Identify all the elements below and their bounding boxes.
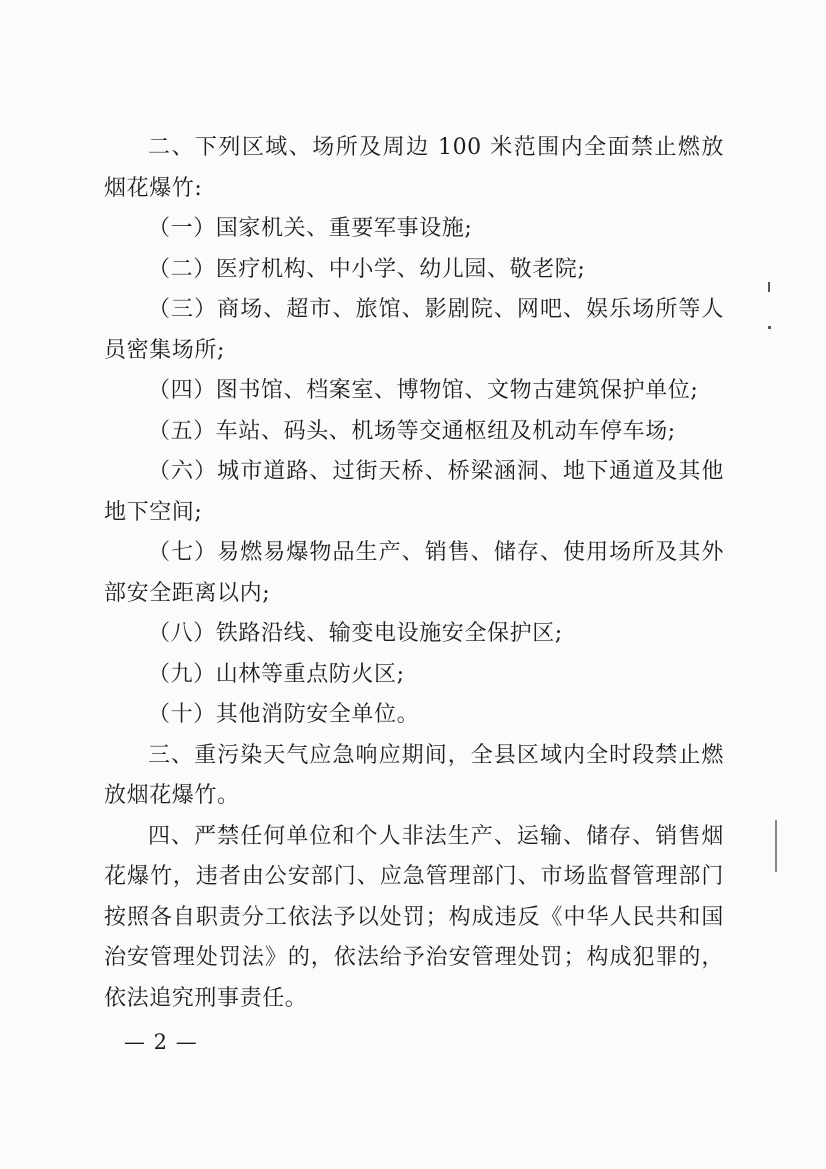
list-item-8: （八）铁路沿线、输变电设施安全保护区; [148,621,563,646]
scan-mark [775,820,777,872]
document-body [104,128,724,1019]
list-item-5: （五）车站、码头、机场等交通枢纽及机动车停车场; [148,418,676,444]
list-item-1: （一）国家机关、重要军事设施; [148,216,473,241]
scan-mark [768,326,771,329]
list-item-7: （七）易燃易爆物品生产、销售、储存、使用场所及其外部安全距离以内; [104,540,724,606]
list-item-3: （三）商场、超市、旅馆、影剧院、网吧、娱乐场所等人员密集场所; [104,297,724,363]
page-number: — 2 — [124,1030,198,1054]
list-item-9: （九）山林等重点防火区; [148,661,405,687]
scan-mark [768,282,770,292]
paragraph-section-4: 四、严禁任何单位和个人非法生产、运输、储存、销售烟花爆竹，违者由公安部门、应急管理部门、市场监督管理部门按照各自职责分工依法予以处罚；构成违反《中华人民共和国治安管理处罚法》的，依法给予治安管理处罚；构成犯罪的，依法追究刑事责任。 [104,823,724,1011]
list-item-2: （二）医疗机构、中小学、幼儿园、敬老院; [148,256,586,282]
paragraph-section-3: 三、重污染天气应急响应期间，全县区域内全时段禁止燃放烟花爆竹。 [104,742,724,808]
list-item-6: （六）城市道路、过街天桥、桥梁涵洞、地下通道及其他地下空间; [104,459,724,525]
list-item-10: （十）其他消防安全单位。 [148,702,420,727]
list-item-4: （四）图书馆、档案室、博物馆、文物古建筑保护单位; [148,378,699,403]
paragraph-section-2: 二、下列区域、场所及周边 100 米范围内全面禁止燃放烟花爆竹: [104,135,724,201]
